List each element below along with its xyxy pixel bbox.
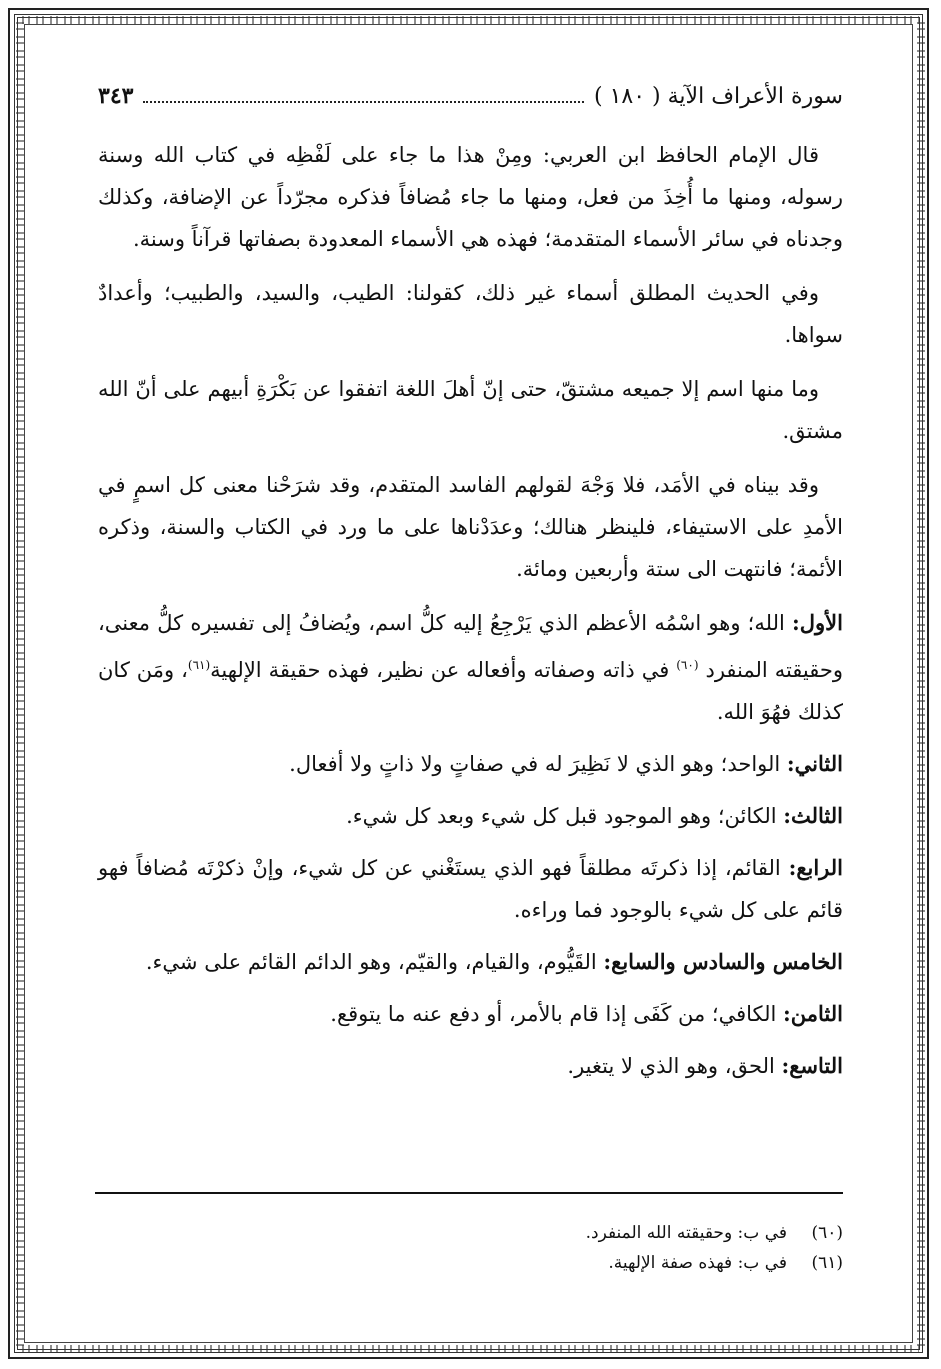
entry-eighth <box>98 993 843 1035</box>
footnote-divider <box>95 1192 843 1194</box>
entry-label: الثاني: <box>786 751 843 776</box>
footnotes <box>98 1218 843 1278</box>
header-title: سورة الأعراف الآية ( ١٨٠ ) <box>594 83 843 109</box>
entry-fifth-to-seventh <box>98 941 843 983</box>
entry-text: القائم، إذا ذكرتَه مطلقاً فهو الذي يستَغْني عن كل شيء، وإنْ ذكرْتَه مُضافاً فهو قائم على كل شيء بالوجود فما وراءه. <box>98 856 843 922</box>
footnote-number: (٦٠) <box>811 1223 843 1243</box>
entry-second <box>98 743 843 785</box>
footnote-text: في ب: وحقيقته الله المنفرد. <box>585 1223 787 1243</box>
paragraph-amad: وقد بيناه في الأمَد، فلا وَجْهَ لقولهم الفاسد المتقدم، وقد شرَحْنا معنى كل اسمٍ في الأمدِ على الاستيفاء، فلينظر هنالك؛ وعدَدْناها على ما ورد في الكتاب والسنة، وذكره الأئمة؛ فانتهت الى ستة وأربعين ومائة. <box>98 473 843 581</box>
paragraph-hadith-names: وفي الحديث المطلق أسماء غير ذلك، كقولنا: الطيب، والسيد، والطبيب؛ وأعدادٌ سواها. <box>98 281 843 347</box>
running-header <box>98 78 843 114</box>
entry-label: الثامن: <box>783 1001 843 1026</box>
entry-text: الواحد؛ وهو الذي لا نَظِيرَ له في صفاتٍ ولا ذاتٍ ولا أفعال. <box>289 752 787 776</box>
entry-text: ، ومَن كان كذلك فهُوَ الله. <box>98 658 843 724</box>
entry-text: الحق، وهو الذي لا يتغير. <box>567 1054 782 1078</box>
entry-label: الرابع: <box>788 855 843 880</box>
entry-fourth <box>98 847 843 931</box>
footnote-ref-60: (٦٠) <box>676 658 699 672</box>
entry-label: التاسع: <box>781 1053 843 1078</box>
entry-first <box>98 602 843 733</box>
page-number: ٣٤٣ <box>98 83 134 109</box>
entry-text: الكائن؛ وهو الموجود قبل كل شيء وبعد كل شيء. <box>346 804 784 828</box>
entry-text: الكافي؛ من كَفَى إذا قام بالأمر، أو دفع عنه ما يتوقع. <box>330 1002 784 1026</box>
entry-label: الأول: <box>792 610 843 635</box>
ornament-top <box>22 16 919 24</box>
header-leader-dots <box>143 89 584 103</box>
ornament-bottom <box>22 1345 919 1353</box>
ornament-left <box>16 22 24 1347</box>
ornament-right <box>917 22 925 1347</box>
entry-label: الخامس والسادس والسابع: <box>603 949 843 974</box>
entry-third <box>98 795 843 837</box>
entry-text: القَيُّوم، والقيام، والقيّم، وهو الدائم القائم على شيء. <box>145 950 604 974</box>
page-body <box>98 134 843 1097</box>
entry-ninth <box>98 1045 843 1087</box>
footnote-ref-61: (٦١) <box>187 658 211 672</box>
footnote-61 <box>98 1248 843 1278</box>
entry-text: الله؛ وهو اسْمُه الأعظم الذي يَرْجِعُ إليه كلُّ اسم، ويُضافُ إلى تفسيره كلُّ معنى، وحقيقته المنفرد <box>98 611 843 682</box>
paragraph-derivation: وما منها اسم إلا جميعه مشتقّ، حتى إنّ أهلَ اللغة اتفقوا عن بَكْرَةِ أبيهم على أنّ الله مشتق. <box>98 377 843 443</box>
footnote-60 <box>98 1218 843 1248</box>
footnote-text: في ب: فهذه صفة الإلهية. <box>608 1253 787 1273</box>
entry-label: الثالث: <box>783 803 843 828</box>
entry-text: في ذاته وصفاته وأفعاله عن نظير، فهذه حقيقة الإلهية <box>210 658 677 682</box>
footnote-number: (٦١) <box>811 1253 843 1273</box>
paragraph-ibn-arabi: قال الإمام الحافظ ابن العربي: ومِنْ هذا ما جاء على لَفْظِه في كتاب الله وسنة رسوله، ومنها ما أُخِذَ من فعل، ومنها ما جاء مُضافاً فذكره مجرّداً عن الإضافة، وكذلك وجدناه في سائر الأسماء المتقدمة؛ فهذه هي الأسماء المعدودة بصفاتها قرآناً وسنة. <box>98 143 843 251</box>
